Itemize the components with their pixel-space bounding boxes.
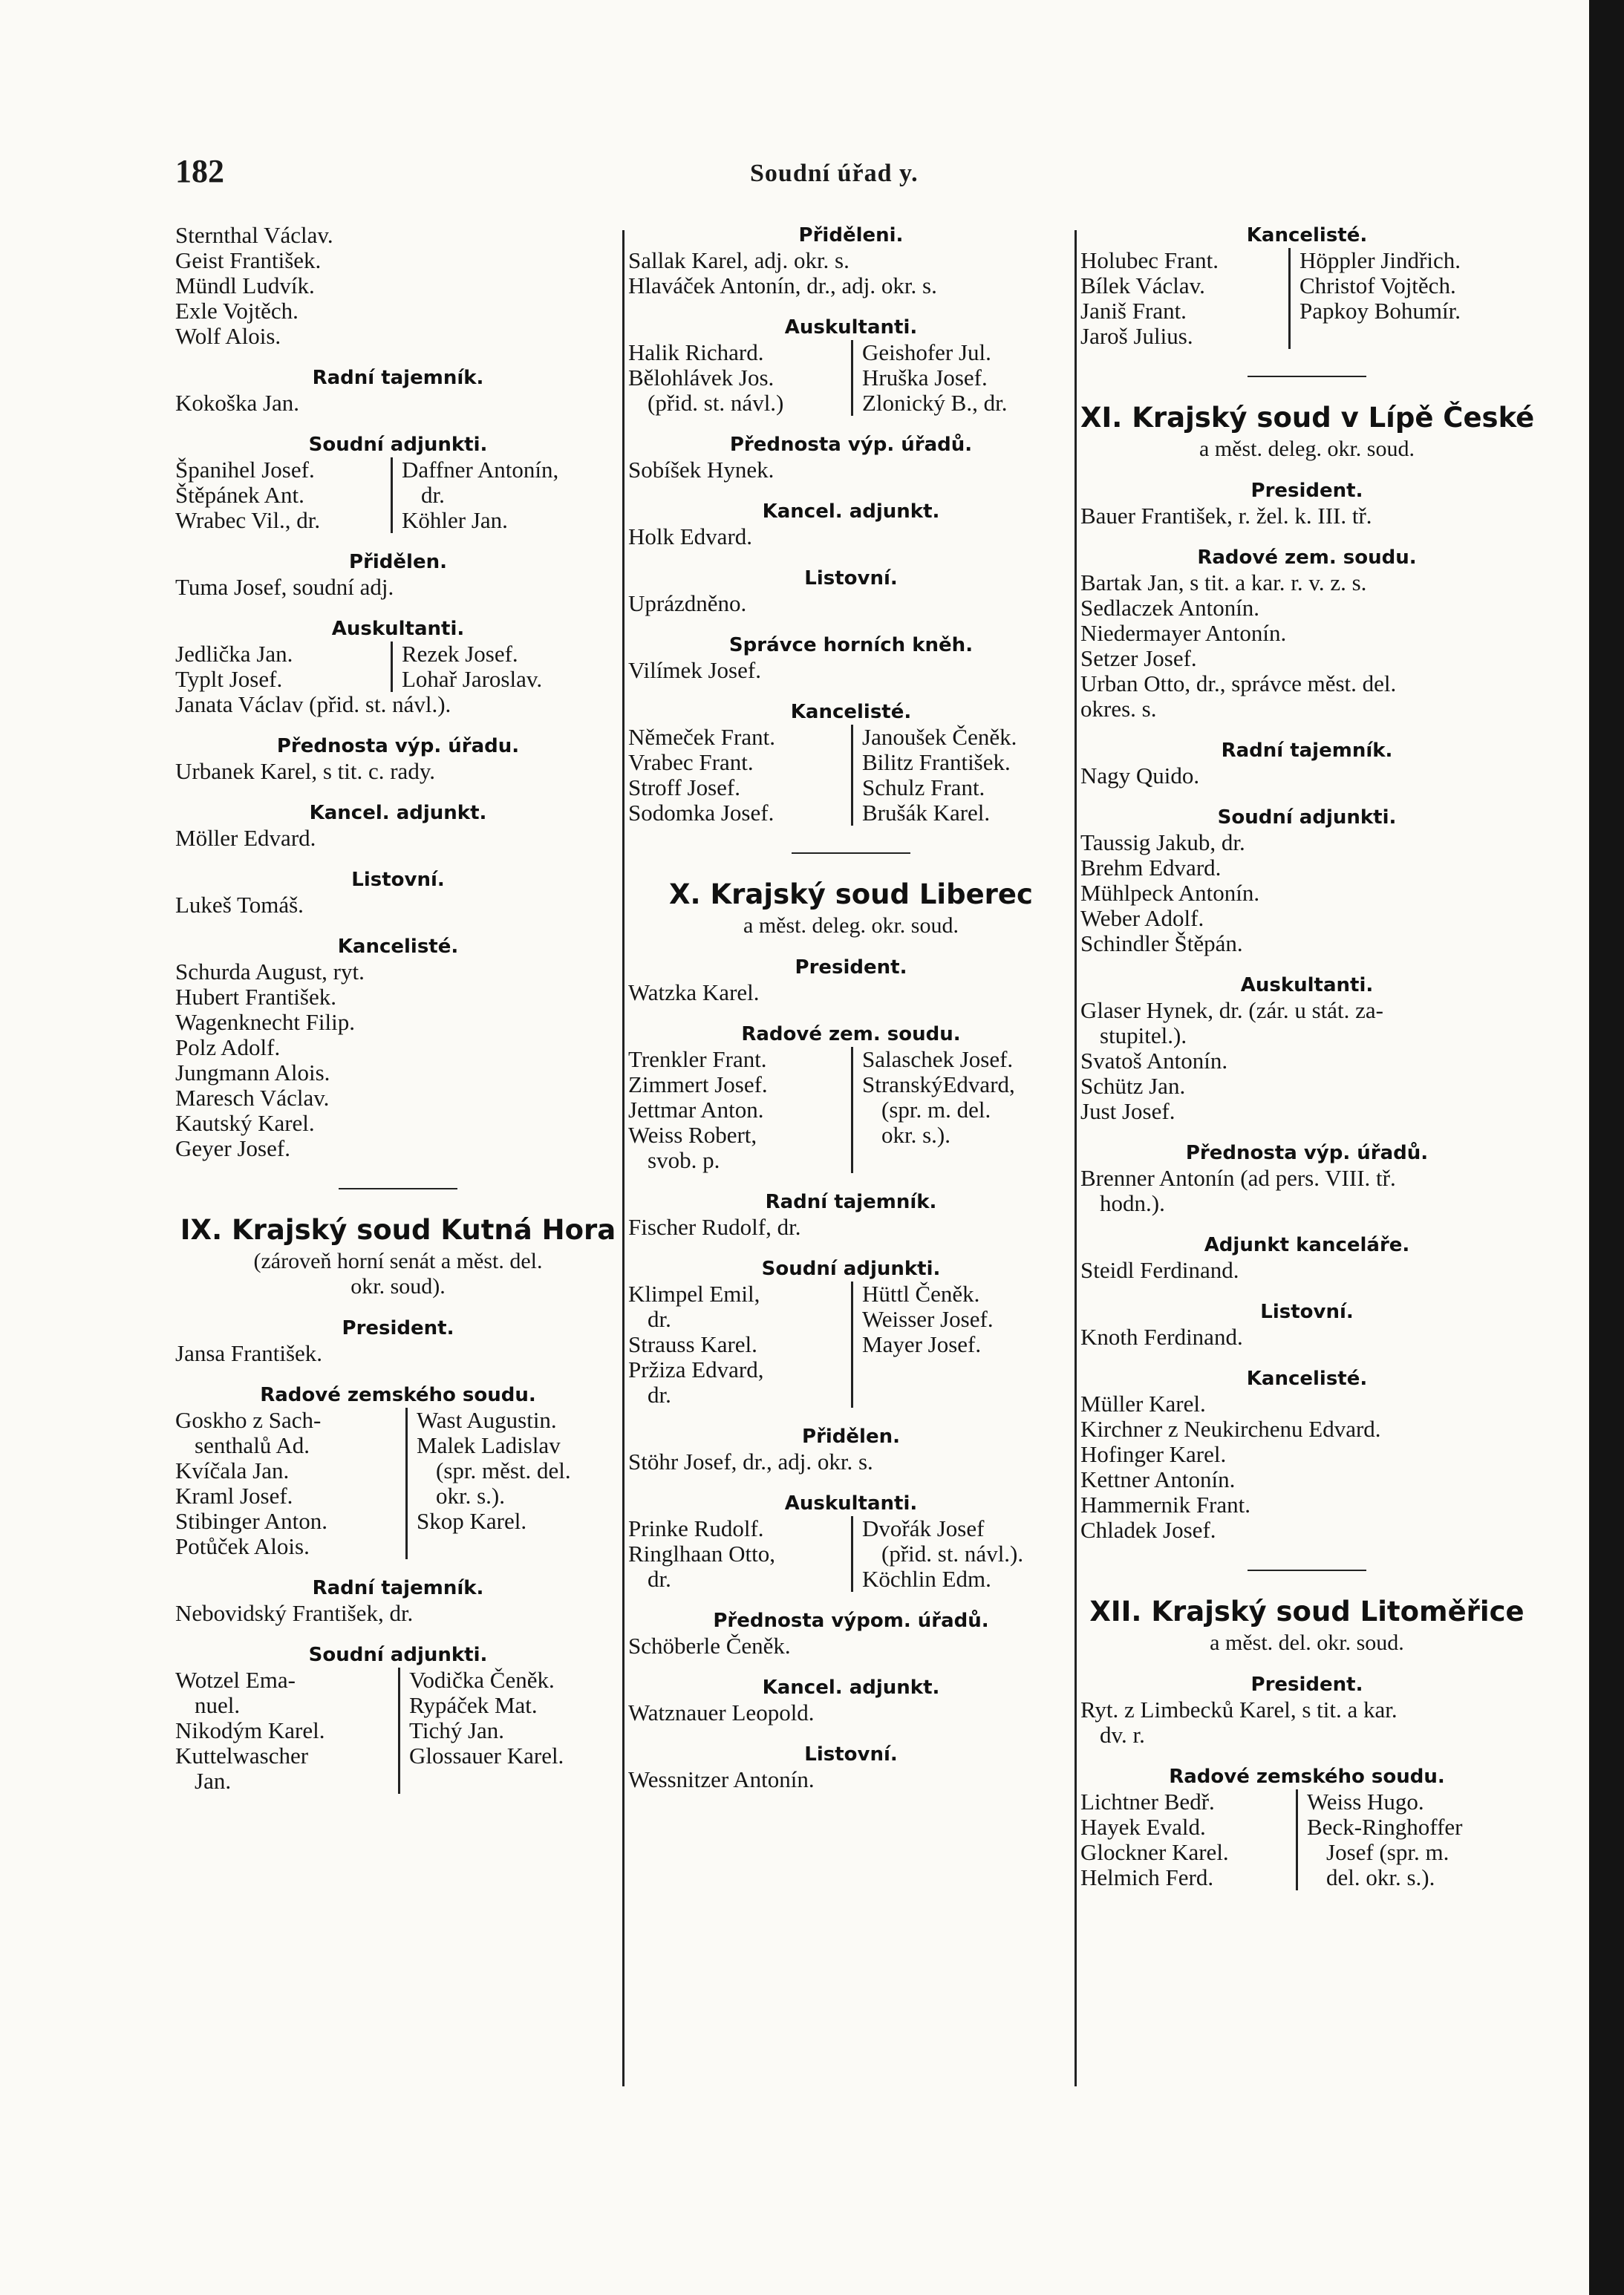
list-item: Bělohlávek Jos. — [628, 365, 775, 391]
list-item: Ringlhaan Otto, — [628, 1541, 776, 1567]
list-item: Taussig Jakub, dr. — [1080, 829, 1245, 855]
list-item: Stöhr Josef, dr., adj. okr. s. — [628, 1449, 873, 1475]
list-item: Jansa František. — [175, 1340, 323, 1366]
list-item: Schulz Frant. — [862, 774, 985, 800]
list-item: Sobíšek Hynek. — [628, 457, 775, 483]
list-item: Chladek Josef. — [1080, 1517, 1216, 1543]
section-heading: Přidělen. — [349, 551, 447, 573]
court-heading: XII. Krajský soud Litoměřice — [1089, 1596, 1524, 1628]
list-item: Urban Otto, dr., správce měst. del. — [1080, 670, 1397, 696]
list-item: Glaser Hynek, dr. (zár. u stát. za- — [1080, 997, 1384, 1023]
list-item: Lukeš Tomáš. — [175, 892, 304, 918]
list-item: Wotzel Ema- — [175, 1667, 296, 1693]
list-item: Glossauer Karel. — [409, 1743, 564, 1769]
list-item: Helmich Ferd. — [1080, 1864, 1214, 1890]
list-item: Mühlpeck Antonín. — [1080, 880, 1260, 906]
list-item: Köhler Jan. — [402, 507, 508, 533]
list-item: Nebovidský František, dr. — [175, 1600, 414, 1626]
section-divider — [792, 852, 910, 854]
list-item: Španihel Josef. — [175, 457, 315, 483]
running-head: Soudní úřad y. — [750, 160, 919, 187]
section-divider — [1248, 1570, 1366, 1571]
list-item: Janoušek Čeněk. — [862, 724, 1017, 750]
column-divider-2 — [1074, 230, 1077, 2086]
section-heading: President. — [795, 956, 907, 979]
list-item: Wagenknecht Filip. — [175, 1009, 356, 1035]
section-heading: Auskultanti. — [331, 618, 465, 640]
section-heading: Soudní adjunkti. — [308, 434, 488, 456]
list-item: Jan. — [195, 1768, 232, 1794]
list-item: Strauss Karel. — [628, 1331, 757, 1357]
list-item: Knoth Ferdinand. — [1080, 1324, 1243, 1350]
court-heading: XI. Krajský soud v Lípě České — [1080, 402, 1535, 434]
list-item: Köchlin Edm. — [862, 1566, 991, 1592]
column-3 — [1080, 223, 1533, 1890]
list-item: Müller Karel. — [1080, 1391, 1206, 1417]
list-item: Vilímek Josef. — [628, 657, 761, 683]
section-heading: Radové zemského soudu. — [1169, 1766, 1445, 1788]
list-item: Jungmann Alois. — [175, 1060, 330, 1086]
list-item: Stibinger Anton. — [175, 1508, 327, 1534]
section-heading: Soudní adjunkti. — [1217, 806, 1397, 829]
list-item: Malek Ladislav — [417, 1432, 561, 1458]
list-item: svob. p. — [648, 1147, 720, 1173]
section-heading: Radové zem. soudu. — [741, 1023, 961, 1045]
list-item: Němeček Frant. — [628, 724, 775, 750]
list-item: Just Josef. — [1080, 1098, 1175, 1124]
section-heading: Kancelisté. — [1246, 224, 1368, 247]
list-item: Halik Richard. — [628, 339, 764, 365]
court-subtitle: a měst. deleg. okr. soud. — [743, 913, 959, 938]
list-item: Rypáček Mat. — [409, 1692, 538, 1718]
section-heading: Radní tajemník. — [765, 1191, 937, 1213]
court-subtitle: a měst. deleg. okr. soud. — [1199, 437, 1415, 461]
section-heading: Soudní adjunkti. — [308, 1644, 488, 1666]
list-item: Weisser Josef. — [862, 1306, 994, 1332]
list-item: Typlt Josef. — [175, 666, 283, 692]
two-column-list — [175, 457, 621, 533]
list-item: Hayek Evald. — [1080, 1814, 1206, 1840]
list-item: Mündl Ludvík. — [175, 272, 315, 298]
section-heading: Auskultanti. — [784, 1492, 918, 1515]
section-heading: President. — [1250, 480, 1363, 502]
list-item: Schütz Jan. — [1080, 1073, 1186, 1099]
list-item: (spr. m. del. — [881, 1097, 991, 1123]
section-heading: Radové zemského soudu. — [260, 1384, 536, 1406]
list-item: Geist František. — [175, 247, 322, 273]
list-item: Daffner Antonín, — [402, 457, 559, 483]
list-item: Josef (spr. m. — [1326, 1839, 1449, 1865]
list-item: Urbanek Karel, s tit. c. rady. — [175, 758, 436, 784]
column-1 — [175, 223, 621, 1794]
list-item: okr. s.). — [881, 1122, 950, 1148]
two-column-list — [628, 340, 1074, 416]
list-item: Glockner Karel. — [1080, 1839, 1229, 1865]
section-heading: Radní tajemník. — [312, 1577, 484, 1599]
list-item: Jettmar Anton. — [628, 1097, 764, 1123]
list-item: Zimmert Josef. — [628, 1071, 768, 1097]
list-item: dr. — [648, 1382, 671, 1408]
list-item: Janata Václav (přid. st. návl.). — [175, 691, 451, 717]
list-item: Geyer Josef. — [175, 1135, 290, 1161]
court-subtitle: (zároveň horní senát a měst. del. — [253, 1249, 543, 1273]
list-item: Weber Adolf. — [1080, 905, 1204, 931]
section-heading: Přednosta výp. úřadu. — [276, 735, 520, 757]
court-subtitle: okr. soud). — [350, 1274, 446, 1299]
list-item: Zlonický B., dr. — [862, 390, 1008, 416]
list-item: Beck-Ringhoffer — [1307, 1814, 1463, 1840]
section-heading: Radní tajemník. — [1221, 740, 1393, 762]
list-item: Geishofer Jul. — [862, 339, 991, 365]
list-item: dv. r. — [1100, 1722, 1145, 1748]
list-item: Kettner Antonín. — [1080, 1466, 1236, 1492]
list-item: Wolf Alois. — [175, 323, 281, 349]
list-item: Setzer Josef. — [1080, 645, 1197, 671]
list-item: Klimpel Emil, — [628, 1281, 760, 1307]
list-item: Bartak Jan, s tit. a kar. r. v. z. s. — [1080, 569, 1367, 595]
list-item: Dvořák Josef — [862, 1515, 985, 1541]
list-item: Potůček Alois. — [175, 1533, 310, 1559]
section-heading: Auskultanti. — [784, 316, 918, 339]
section-heading: Soudní adjunkti. — [761, 1258, 941, 1280]
section-heading: Listovní. — [804, 567, 898, 590]
list-item: Nikodým Karel. — [175, 1717, 325, 1743]
list-item: Christof Vojtěch. — [1299, 272, 1456, 298]
list-item: Kraml Josef. — [175, 1483, 293, 1509]
list-item: Tichý Jan. — [409, 1717, 505, 1743]
section-heading: Kancelisté. — [790, 701, 912, 723]
list-item: Möller Edvard. — [175, 825, 316, 851]
list-item: Weiss Hugo. — [1307, 1789, 1424, 1815]
list-item: Tuma Josef, soudní adj. — [175, 574, 394, 600]
list-item: Sedlaczek Antonín. — [1080, 595, 1260, 621]
section-heading: Kancelisté. — [337, 936, 459, 958]
section-heading: Listovní. — [351, 869, 445, 891]
two-column-list — [628, 725, 1074, 826]
list-item: del. okr. s.). — [1326, 1864, 1435, 1890]
page-number: 182 — [175, 153, 224, 189]
two-column-list — [628, 1516, 1074, 1592]
list-item: dr. — [648, 1566, 671, 1592]
list-item: Wast Augustin. — [417, 1407, 557, 1433]
section-divider — [1248, 376, 1366, 377]
list-item: Vrabec Frant. — [628, 749, 754, 775]
two-column-list — [628, 1047, 1074, 1173]
list-item: Steidl Ferdinand. — [1080, 1257, 1239, 1283]
section-heading: Správce horních kněh. — [728, 634, 974, 656]
list-item: Brušák Karel. — [862, 800, 991, 826]
section-heading: Přiděleni. — [798, 224, 904, 247]
section-heading: President. — [342, 1317, 454, 1339]
list-item: Mayer Josef. — [862, 1331, 982, 1357]
list-item: hodn.). — [1100, 1190, 1165, 1216]
section-heading: Přednosta výp. úřadů. — [1185, 1142, 1429, 1164]
list-item: Sallak Karel, adj. okr. s. — [628, 247, 849, 273]
list-item: Sodomka Josef. — [628, 800, 775, 826]
list-item: StranskýEdvard, — [862, 1071, 1015, 1097]
list-item: Stroff Josef. — [628, 774, 740, 800]
section-heading: Kancel. adjunkt. — [309, 802, 487, 824]
list-item: Rezek Josef. — [402, 641, 518, 667]
list-item: (přid. st. návl.) — [648, 390, 784, 416]
list-item: Schurda August, ryt. — [175, 959, 365, 985]
list-item: Bauer František, r. žel. k. III. tř. — [1080, 503, 1372, 529]
list-item: dr. — [421, 482, 445, 508]
list-item: Kokoška Jan. — [175, 390, 300, 416]
list-item: Salaschek Josef. — [862, 1046, 1014, 1072]
column-2 — [628, 223, 1074, 1792]
section-heading: Kancel. adjunkt. — [762, 500, 940, 523]
section-heading: Přednosta výp. úřadů. — [729, 434, 973, 456]
list-item: Niedermayer Antonín. — [1080, 620, 1287, 646]
two-column-list — [628, 1282, 1074, 1408]
list-item: Vodička Čeněk. — [409, 1667, 555, 1693]
section-heading: Radní tajemník. — [312, 367, 484, 389]
list-item: Štěpánek Ant. — [175, 482, 304, 508]
list-item: Goskho z Sach- — [175, 1407, 322, 1433]
list-item: (spr. měst. del. — [436, 1457, 571, 1483]
list-item: stupitel.). — [1100, 1022, 1187, 1048]
list-item: Hruška Josef. — [862, 365, 988, 391]
two-column-list — [1080, 248, 1533, 349]
list-item: Wessnitzer Antonín. — [628, 1766, 815, 1792]
section-heading: Přednosta výpom. úřadů. — [713, 1610, 989, 1632]
section-heading: Radové zem. soudu. — [1197, 546, 1417, 569]
list-item: Bílek Václav. — [1080, 272, 1205, 298]
list-item: Trenkler Frant. — [628, 1046, 767, 1072]
list-item: Sternthal Václav. — [175, 222, 333, 248]
list-item: Hammernik Frant. — [1080, 1492, 1251, 1518]
list-item: Weiss Robert, — [628, 1122, 757, 1148]
list-item: Janiš Frant. — [1080, 298, 1187, 324]
name-list — [175, 223, 621, 349]
list-item: Kirchner z Neukirchenu Edvard. — [1080, 1416, 1381, 1442]
list-item: Kuttelwascher — [175, 1743, 309, 1769]
list-item: Nagy Quido. — [1080, 763, 1200, 789]
list-item: dr. — [648, 1306, 671, 1332]
list-item: Bilitz František. — [862, 749, 1011, 775]
section-heading: Listovní. — [804, 1743, 898, 1766]
list-item: Hlaváček Antonín, dr., adj. okr. s. — [628, 272, 937, 298]
section-heading: Kancelisté. — [1246, 1368, 1368, 1390]
list-item: Lohař Jaroslav. — [402, 666, 543, 692]
list-item: okr. s.). — [436, 1483, 505, 1509]
list-item: Svatoš Antonín. — [1080, 1048, 1228, 1074]
list-item: Skop Karel. — [417, 1508, 527, 1534]
section-heading: Adjunkt kanceláře. — [1204, 1234, 1410, 1256]
section-divider — [339, 1188, 457, 1189]
two-column-list — [175, 642, 621, 692]
list-item: Jaroš Julius. — [1080, 323, 1193, 349]
list-item: Schöberle Čeněk. — [628, 1633, 791, 1659]
list-item: Schindler Štěpán. — [1080, 930, 1243, 956]
list-item: Exle Vojtěch. — [175, 298, 299, 324]
two-column-list — [1080, 1789, 1533, 1890]
list-item: Pržiza Edvard, — [628, 1357, 764, 1382]
list-item: Hüttl Čeněk. — [862, 1281, 980, 1307]
list-item: okres. s. — [1080, 696, 1157, 722]
section-heading: Kancel. adjunkt. — [762, 1677, 940, 1699]
court-heading: IX. Krajský soud Kutná Hora — [180, 1214, 616, 1246]
list-item: Hofinger Karel. — [1080, 1441, 1227, 1467]
list-item: Maresch Václav. — [175, 1085, 330, 1111]
section-heading: Přidělen. — [802, 1426, 900, 1448]
list-item: Watznauer Leopold. — [628, 1700, 815, 1726]
list-item: senthalů Ad. — [195, 1432, 310, 1458]
list-item: Brehm Edvard. — [1080, 855, 1222, 881]
list-item: Papkoy Bohumír. — [1299, 298, 1461, 324]
two-column-list — [175, 1668, 621, 1794]
list-item: Kautský Karel. — [175, 1110, 315, 1136]
court-heading: X. Krajský soud Liberec — [669, 878, 1033, 910]
list-item: Uprázdněno. — [628, 590, 747, 616]
section-heading: President. — [1250, 1674, 1363, 1696]
list-item: Kvíčala Jan. — [175, 1457, 290, 1483]
list-item: Ryt. z Limbecků Karel, s tit. a kar. — [1080, 1697, 1398, 1723]
list-item: Wrabec Vil., dr. — [175, 507, 321, 533]
list-item: Hubert František. — [175, 984, 336, 1010]
list-item: Watzka Karel. — [628, 979, 760, 1005]
list-item: Holk Edvard. — [628, 523, 753, 549]
list-item: Höppler Jindřich. — [1299, 247, 1461, 273]
list-item: Jedlička Jan. — [175, 641, 293, 667]
list-item: (přid. st. návl.). — [881, 1541, 1024, 1567]
list-item: Polz Adolf. — [175, 1034, 281, 1060]
list-item: Prinke Rudolf. — [628, 1515, 764, 1541]
list-item: Holubec Frant. — [1080, 247, 1219, 273]
two-column-list — [175, 1408, 621, 1559]
column-divider-1 — [622, 230, 625, 2086]
section-heading: Listovní. — [1260, 1301, 1354, 1323]
list-item: nuel. — [195, 1692, 241, 1718]
list-item: Brenner Antonín (ad pers. VIII. tř. — [1080, 1165, 1396, 1191]
list-item: Fischer Rudolf, dr. — [628, 1214, 801, 1240]
court-subtitle: a měst. del. okr. soud. — [1210, 1630, 1404, 1655]
section-heading: Auskultanti. — [1240, 974, 1374, 996]
list-item: Lichtner Bedř. — [1080, 1789, 1215, 1815]
